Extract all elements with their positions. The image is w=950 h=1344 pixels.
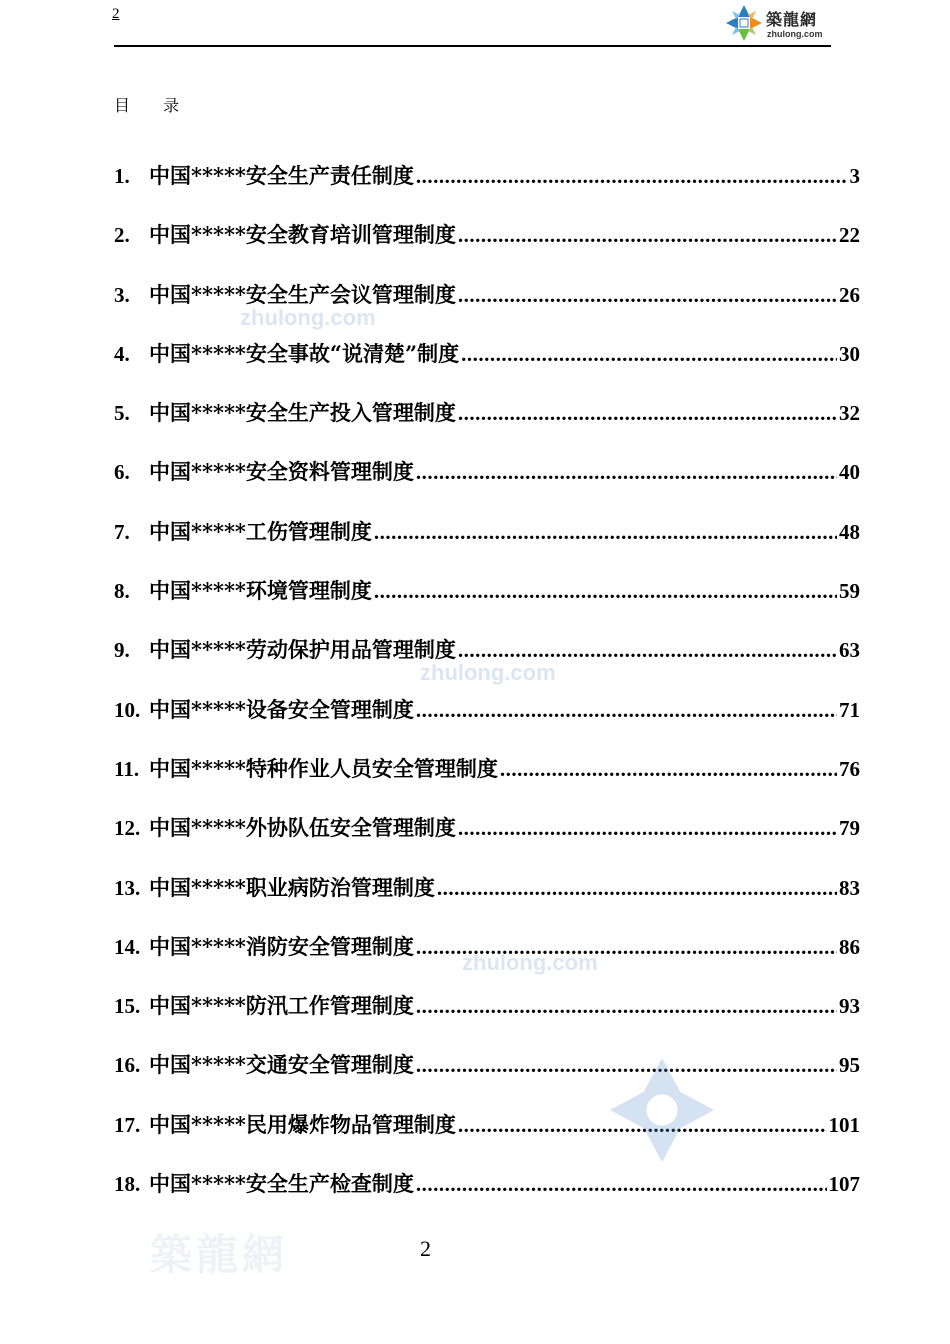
toc-entry-title: 中国*****交通安全管理制度 bbox=[149, 1052, 414, 1078]
header-rule bbox=[114, 45, 831, 47]
toc-entry-page: 93 bbox=[839, 994, 860, 1019]
toc-entry-number: 2. bbox=[114, 223, 130, 248]
watermark-text: zhulong.com bbox=[462, 950, 598, 975]
toc-leader-dots bbox=[458, 401, 837, 426]
toc-entry[interactable] bbox=[114, 160, 860, 219]
toc-leader-dots bbox=[437, 876, 837, 901]
toc-leader-dots bbox=[458, 638, 837, 663]
toc-entry-title: 中国*****安全生产责任制度 bbox=[149, 163, 414, 188]
toc-entry-page: 63 bbox=[839, 638, 860, 663]
table-of-contents bbox=[114, 160, 860, 1227]
logo-text: 築龍網 bbox=[766, 10, 818, 29]
toc-entry-title: 中国*****设备安全管理制度 bbox=[149, 696, 414, 722]
toc-entry-title: 中国*****特种作业人员安全管理制度 bbox=[149, 755, 498, 781]
toc-entry[interactable] bbox=[114, 872, 860, 931]
toc-leader-dots bbox=[416, 164, 848, 189]
toc-entry-page: 32 bbox=[839, 401, 860, 426]
toc-entry-number: 12. bbox=[114, 816, 141, 841]
toc-entry-number: 1. bbox=[114, 164, 130, 188]
toc-entry-title: 中国*****环境管理制度 bbox=[149, 578, 372, 604]
toc-entry-page: 22 bbox=[839, 223, 860, 248]
toc-entry-number: 9. bbox=[114, 638, 130, 663]
toc-leader-dots bbox=[458, 816, 837, 841]
toc-entry-number: 17. bbox=[114, 1112, 141, 1137]
toc-entry-number: 6. bbox=[114, 460, 130, 485]
toc-entry[interactable] bbox=[114, 1049, 860, 1108]
toc-entry-number: 16. bbox=[114, 1053, 141, 1078]
toc-entry-page: 40 bbox=[839, 460, 860, 485]
toc-entry-title: 中国*****安全教育培训管理制度 bbox=[149, 222, 456, 248]
toc-entry[interactable] bbox=[114, 634, 860, 693]
toc-leader-dots bbox=[461, 342, 837, 367]
footer-page-number: 2 bbox=[420, 1236, 431, 1261]
toc-leader-dots bbox=[416, 935, 837, 960]
toc-entry-page: 95 bbox=[839, 1053, 860, 1078]
toc-leader-dots bbox=[458, 283, 837, 308]
toc-entry-title: 中国*****劳动保护用品管理制度 bbox=[149, 637, 456, 663]
toc-leader-dots bbox=[416, 994, 837, 1019]
toc-entry[interactable] bbox=[114, 1168, 860, 1227]
toc-entry[interactable] bbox=[114, 219, 860, 278]
toc-entry-number: 13. bbox=[114, 875, 141, 900]
toc-leader-dots bbox=[416, 1172, 827, 1197]
toc-entry-title: 中国*****安全生产投入管理制度 bbox=[149, 400, 456, 426]
toc-entry-page: 3 bbox=[849, 164, 860, 188]
watermark-logo-icon bbox=[610, 1058, 714, 1162]
toc-entry-title: 中国*****安全资料管理制度 bbox=[149, 459, 414, 485]
toc-entry-number: 15. bbox=[114, 994, 141, 1019]
toc-leader-dots bbox=[458, 223, 837, 248]
toc-leader-dots bbox=[500, 757, 837, 782]
toc-entry-title: 中国*****民用爆炸物品管理制度 bbox=[149, 1111, 456, 1137]
toc-entry[interactable] bbox=[114, 753, 860, 812]
watermark-text: zhulong.com bbox=[240, 305, 376, 330]
toc-entry-page: 76 bbox=[839, 756, 860, 781]
toc-entry-page: 83 bbox=[839, 875, 860, 900]
logo-domain: zhulong.com bbox=[767, 29, 823, 39]
toc-entry-number: 10. bbox=[114, 697, 141, 722]
toc-entry-title: 中国*****消防安全管理制度 bbox=[149, 933, 414, 959]
toc-leader-dots bbox=[416, 460, 837, 485]
toc-entry-number: 8. bbox=[114, 579, 130, 604]
toc-leader-dots bbox=[374, 520, 837, 545]
toc-entry-number: 3. bbox=[114, 282, 130, 307]
zhulong-logo-icon bbox=[724, 3, 764, 43]
toc-entry-page: 26 bbox=[839, 282, 860, 307]
toc-entry[interactable] bbox=[114, 516, 860, 575]
toc-entry-page: 101 bbox=[828, 1112, 860, 1137]
toc-entry-page: 59 bbox=[839, 579, 860, 604]
toc-entry-page: 30 bbox=[839, 341, 860, 366]
header-page-number: 2 bbox=[112, 6, 120, 22]
toc-entry-title: 中国*****外协队伍安全管理制度 bbox=[149, 815, 456, 841]
toc-entry-number: 4. bbox=[114, 341, 130, 366]
toc-leader-dots bbox=[416, 698, 837, 723]
toc-entry[interactable] bbox=[114, 456, 860, 515]
toc-entry-page: 71 bbox=[839, 697, 860, 722]
toc-entry[interactable] bbox=[114, 931, 860, 990]
toc-entry-title: 中国*****工伤管理制度 bbox=[149, 518, 372, 544]
toc-entry-page: 48 bbox=[839, 519, 860, 544]
toc-entry[interactable] bbox=[114, 1109, 860, 1168]
toc-entry-number: 7. bbox=[114, 519, 130, 544]
toc-entry[interactable] bbox=[114, 812, 860, 871]
toc-entry-title: 中国*****防汛工作管理制度 bbox=[149, 993, 414, 1019]
toc-entry[interactable] bbox=[114, 990, 860, 1049]
watermark-text: zhulong.com bbox=[420, 660, 556, 685]
toc-entry[interactable] bbox=[114, 279, 860, 338]
toc-entry[interactable] bbox=[114, 575, 860, 634]
toc-entry-page: 79 bbox=[839, 816, 860, 841]
toc-entry-number: 5. bbox=[114, 401, 130, 426]
toc-entry-title: 中国*****安全生产会议管理制度 bbox=[149, 281, 456, 307]
toc-entry-number: 14. bbox=[114, 934, 141, 959]
toc-entry-number: 18. bbox=[114, 1172, 141, 1197]
toc-entry-title: 中国*****职业病防治管理制度 bbox=[149, 874, 435, 900]
watermark-logo-text: 築龍網 bbox=[150, 1230, 289, 1279]
toc-entry-page: 86 bbox=[839, 934, 860, 959]
toc-entry-title: 中国*****安全生产检查制度 bbox=[149, 1171, 414, 1197]
zhulong-logo bbox=[724, 3, 834, 43]
toc-entry-number: 11. bbox=[114, 756, 140, 781]
toc-entry[interactable] bbox=[114, 397, 860, 456]
toc-entry-page: 107 bbox=[828, 1172, 860, 1197]
toc-entry[interactable] bbox=[114, 694, 860, 753]
toc-heading: 目 录 bbox=[114, 96, 194, 115]
toc-leader-dots bbox=[374, 579, 837, 604]
toc-entry[interactable] bbox=[114, 338, 860, 397]
toc-entry-title: 中国*****安全事故“说清楚”制度 bbox=[149, 340, 460, 366]
